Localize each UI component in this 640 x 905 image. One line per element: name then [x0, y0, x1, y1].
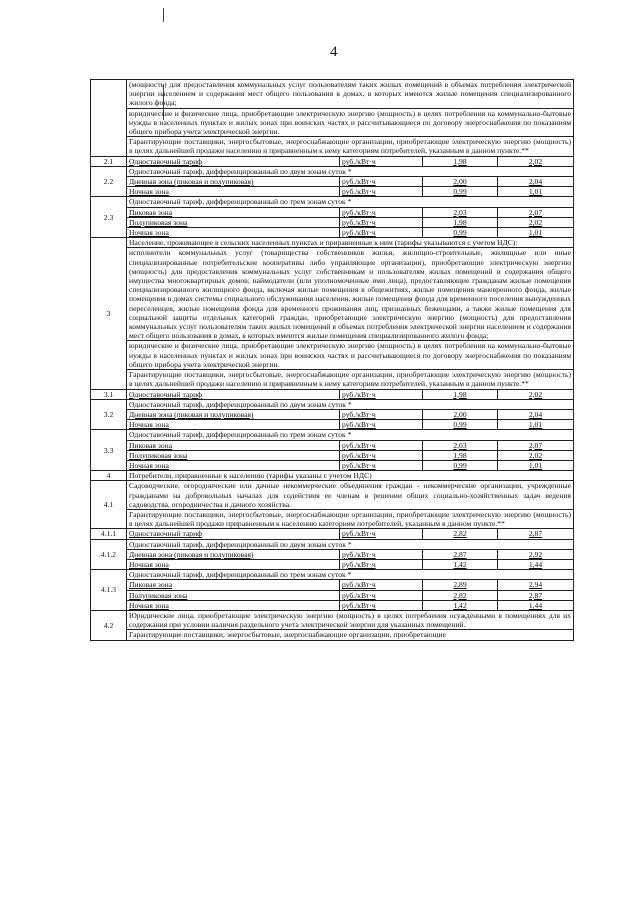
value-cell: 2,03: [423, 207, 498, 217]
table-row: [91, 570, 574, 580]
unit-cell: руб./кВт·ч: [340, 460, 423, 470]
value-cell: 2,87: [498, 529, 574, 539]
description-cell: Одноставочный тариф, дифференцированный по двум зонам суток *: [127, 399, 574, 409]
table-row: [91, 509, 574, 528]
tariff-label: Полупиковая зона: [127, 217, 340, 227]
value-cell: 2,07: [498, 440, 574, 450]
tariff-label: Ночная зона: [127, 460, 340, 470]
table-row: [91, 228, 574, 238]
description-cell: Потребители, приравненные к населению (тарифы указаны с учетом НДС): [127, 471, 574, 481]
value-cell: 2,02: [498, 450, 574, 460]
value-cell: 2,00: [423, 177, 498, 187]
description-cell: Одноставочный тариф, дифференцированный по трем зонам суток *: [127, 570, 574, 580]
table-row: [91, 108, 574, 137]
value-cell: 2,00: [423, 409, 498, 419]
tariff-label: Одноставочный тариф: [127, 156, 340, 166]
table-row: [91, 529, 574, 539]
value-cell: 1,01: [498, 460, 574, 470]
row-number: 4: [91, 471, 127, 481]
value-cell: 1,01: [498, 420, 574, 430]
description-cell: Одноставочный тариф, дифференцированный по трем зонам суток *: [127, 197, 574, 207]
row-number: 3.3: [91, 430, 127, 471]
value-cell: 0,99: [423, 187, 498, 197]
description-cell: юридические и физические лица, приобретающие электрическую энергию (мощность) в целях потребления на коммунально-бытовые нужды в населенных пунктах и жилых зонах при воинских частях и рассчитывающиеся по договору энергоснабжения по показаниям общего прибора учета электрической энергии.: [127, 108, 574, 137]
table-row: [91, 630, 574, 640]
table-row: [91, 471, 574, 481]
value-cell: 0,99: [423, 420, 498, 430]
description-cell: Гарантирующие поставщики, энергосбытовые, энергоснабжающие организации, приобретающие электрическую энергию (мощность) в целях дальнейшей продажи населению и приравненным к нему категориям потребителей, указанным в данном пункте.**: [127, 370, 574, 389]
table-row: [91, 600, 574, 610]
value-cell: 2,82: [423, 529, 498, 539]
row-number: 4.1.1: [91, 529, 127, 539]
unit-cell: руб./кВт·ч: [340, 177, 423, 187]
value-cell: 2,04: [498, 177, 574, 187]
table-row: [91, 156, 574, 166]
value-cell: 1,01: [498, 228, 574, 238]
table-row: [91, 166, 574, 176]
value-cell: 1,98: [423, 389, 498, 399]
value-cell: 1,44: [498, 600, 574, 610]
tariff-label: Пиковая зона: [127, 207, 340, 217]
unit-cell: руб./кВт·ч: [340, 389, 423, 399]
table-row: [91, 238, 574, 248]
value-cell: 2,02: [498, 217, 574, 227]
unit-cell: руб./кВт·ч: [340, 187, 423, 197]
tariff-label: Дневная зона (пиковая и полупиковая): [127, 549, 340, 559]
value-cell: 2,03: [423, 440, 498, 450]
description-cell: юридические и физические лица, приобретающие электрическую энергию (мощность) в целях потребления на коммунально-бытовые нужды в населенных пунктах и жилых зонах при воинских частях и рассчитывающиеся по договору энергоснабжения по показаниям общего прибора учета электрической энергии.: [127, 341, 574, 370]
row-number: 3.1: [91, 389, 127, 399]
scan-mark: [163, 8, 164, 22]
unit-cell: руб./кВт·ч: [340, 156, 423, 166]
value-cell: 1,98: [423, 217, 498, 227]
value-cell: 0,99: [423, 228, 498, 238]
page-number: 4: [330, 44, 338, 60]
value-cell: 1,98: [423, 156, 498, 166]
table-row: [91, 341, 574, 370]
table-row: [91, 430, 574, 440]
table-row: [91, 440, 574, 450]
description-cell: Гарантирующие поставщики, энергосбытовые, энергоснабжающие организации, приобретающие: [127, 630, 574, 640]
value-cell: 2,94: [498, 580, 574, 590]
value-cell: 1,01: [498, 187, 574, 197]
tariff-label: Пиковая зона: [127, 580, 340, 590]
row-number: 3.2: [91, 399, 127, 430]
tariff-label: Полупиковая зона: [127, 590, 340, 600]
unit-cell: руб./кВт·ч: [340, 440, 423, 450]
row-number: [91, 80, 127, 157]
table-row: [91, 549, 574, 559]
unit-cell: руб./кВт·ч: [340, 207, 423, 217]
unit-cell: руб./кВт·ч: [340, 580, 423, 590]
table-row: [91, 207, 574, 217]
description-cell: Население, проживающее в сельских населенных пунктах и приравненные к ним (тарифы указываются с учетом НДС):: [127, 238, 574, 248]
unit-cell: руб./кВт·ч: [340, 228, 423, 238]
table-row: [91, 590, 574, 600]
unit-cell: руб./кВт·ч: [340, 529, 423, 539]
value-cell: 1,44: [498, 559, 574, 569]
tariff-label: Ночная зона: [127, 228, 340, 238]
value-cell: 2,07: [498, 207, 574, 217]
row-number: 4.2: [91, 610, 127, 640]
table-row: [91, 610, 574, 629]
unit-cell: руб./кВт·ч: [340, 559, 423, 569]
unit-cell: руб./кВт·ч: [340, 450, 423, 460]
tariff-table: [90, 79, 574, 641]
description-cell: (мощность) для предоставления коммунальных услуг пользователям таких жилых помещений в объемах потребления электрической энергии населением и содержания мест общего пользования в домах, в которых имеются жилые помещения специализированного жилого фонда;: [127, 80, 574, 109]
value-cell: 1,42: [423, 559, 498, 569]
table-row: [91, 248, 574, 341]
row-number: 2.1: [91, 156, 127, 166]
value-cell: 2,87: [498, 590, 574, 600]
tariff-label: Одноставочный тариф: [127, 529, 340, 539]
table-row: [91, 217, 574, 227]
value-cell: 2,04: [498, 409, 574, 419]
table-row: [91, 450, 574, 460]
description-cell: Садоводческие, огороднические или дачные некоммерческие объединения граждан - некоммерческие организации, учрежденные гражданами на добровольных началах для содействия ее членам в решении общих социально-хозяйственных задач ведения садоводства, огородничества и дачного хозяйства.: [127, 481, 574, 510]
value-cell: 1,98: [423, 450, 498, 460]
table-row: [91, 187, 574, 197]
unit-cell: руб./кВт·ч: [340, 590, 423, 600]
table-row: [91, 420, 574, 430]
tariff-label: Пиковая зона: [127, 440, 340, 450]
value-cell: 0,99: [423, 460, 498, 470]
tariff-label: Полупиковая зона: [127, 450, 340, 460]
table-row: [91, 177, 574, 187]
table-row: [91, 409, 574, 419]
tariff-label: Дневная зона (пиковая и полупиковая): [127, 409, 340, 419]
table-row: [91, 481, 574, 510]
unit-cell: руб./кВт·ч: [340, 549, 423, 559]
unit-cell: руб./кВт·ч: [340, 420, 423, 430]
table-row: [91, 389, 574, 399]
tariff-label: Ночная зона: [127, 420, 340, 430]
value-cell: 2,02: [498, 156, 574, 166]
description-cell: Одноставочный тариф, дифференцированный по двум зонам суток *: [127, 539, 574, 549]
row-number: 2.3: [91, 197, 127, 238]
table-row: [91, 80, 574, 109]
table-row: [91, 197, 574, 207]
description-cell: Гарантирующие поставщики, энергосбытовые, энергоснабжающие организации, приобретающие электрическую энергию (мощность) в целях дальнейшей продажи населению и приравненным к нему категориям потребителей, указанным в данном пункте.**: [127, 137, 574, 156]
unit-cell: руб./кВт·ч: [340, 409, 423, 419]
tariff-label: Ночная зона: [127, 600, 340, 610]
value-cell: 2,82: [423, 590, 498, 600]
value-cell: 2,92: [498, 549, 574, 559]
table-row: [91, 399, 574, 409]
row-number: 4.1.2: [91, 539, 127, 570]
row-number: 4.1: [91, 481, 127, 529]
table-row: [91, 137, 574, 156]
description-cell: Одноставочный тариф, дифференцированный по трем зонам суток *: [127, 430, 574, 440]
table-row: [91, 580, 574, 590]
description-cell: Гарантирующие поставщики, энергосбытовые, энергоснабжающие организации, приобретающие электрическую энергию (мощность) в целях дальнейшей продажи приравненным к населению категориям потребителей, указанным в данном пункте.**: [127, 509, 574, 528]
row-number: 4.1.3: [91, 570, 127, 611]
unit-cell: руб./кВт·ч: [340, 600, 423, 610]
value-cell: 2,02: [498, 389, 574, 399]
unit-cell: руб./кВт·ч: [340, 217, 423, 227]
value-cell: 1,42: [423, 600, 498, 610]
table-row: [91, 370, 574, 389]
table-row: [91, 559, 574, 569]
description-cell: Одноставочный тариф, дифференцированный по двум зонам суток *: [127, 166, 574, 176]
tariff-label: Одноставочный тариф: [127, 389, 340, 399]
value-cell: 2,89: [423, 580, 498, 590]
row-number: 2.2: [91, 166, 127, 197]
tariff-label: Дневная зона (пиковая и полупиковая): [127, 177, 340, 187]
tariff-label: Ночная зона: [127, 559, 340, 569]
tariff-label: Ночная зона: [127, 187, 340, 197]
description-cell: Юридические лица, приобретающие электрическую энергию (мощность) в целях потребления осужденными в помещениях для их содержания при условии наличия раздельного учета электрической энергии для указанных помещений.: [127, 610, 574, 629]
row-number: 3: [91, 238, 127, 389]
table-row: [91, 460, 574, 470]
description-cell: исполнители коммунальных услуг (товарищества собственников жилья, жилищно-строительные, жилищные или иные специализированные потребительские кооперативы либо управляющие организации), приобретающие электрическую энергию (мощность) для предоставления коммунальных услуг собственникам и пользователям жилых помещений и содержания общего имущества многоквартирных домов; наймодатели (или уполномоченные ими лица), предоставляющие гражданам жилые помещения специализированного жилищного фонда, включая жилые помещения в общежитиях, жилые помещения маневренного фонда, жилые помещения в домах системы социального обслуживания населения, жилые помещения фонда для временного поселения вынужденных переселенцев, жилые помещения фонда для временного проживания лиц, признанных беженцами, а также жилые помещения для социальной защиты отдельных категорий граждан, приобретающие электрическую энергию (мощность) для предоставления коммунальных услуг пользователям таких жилых помещений в объемах потребления электрической энергии населением и содержания мест общего пользования в домах, в которых имеются жилые помещения специализированного жилого фонда;: [127, 248, 574, 341]
table-row: [91, 539, 574, 549]
value-cell: 2,87: [423, 549, 498, 559]
